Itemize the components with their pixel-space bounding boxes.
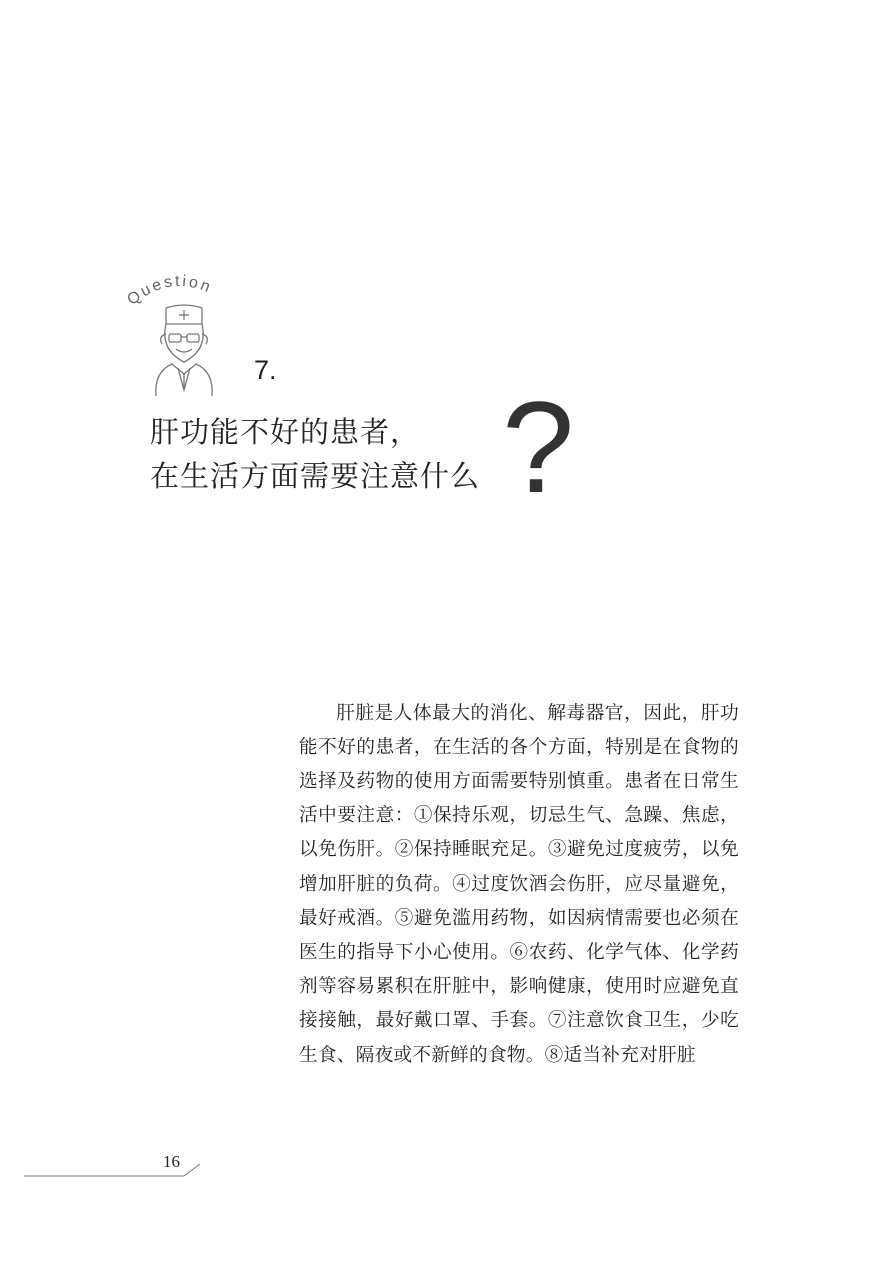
page-number: 16 — [163, 1152, 180, 1171]
doctor-icon — [146, 300, 222, 396]
question-title-line2: 在生活方面需要注意什么 — [150, 459, 481, 493]
page-number-rule — [24, 1156, 224, 1186]
question-word: Question — [124, 272, 215, 309]
body-paragraph: 肝脏是人体最大的消化、解毒器官，因此，肝功能不好的患者，在生活的各个方面，特别是在食物的选择及药物的使用方面需要特别慎重。患者在日常生活中要注意：①保持乐观，切忌生气、急躁、焦虑，以免伤肝。②保持睡眠充足。③避免过度疲劳，以免增加肝脏的负荷。④过度饮酒会伤肝，应尽量避免，最好戒酒。⑤避免滥用药物，如因病情需要也必须在医生的指导下小心使用。⑥农药、化学气体、化学药剂等容易累积在肝脏中，影响健康，使用时应避免直接接触，最好戴口罩、手套。⑦注意饮食卫生，少吃生食、隔夜或不新鲜的食物。⑧适当补充对肝脏 — [299, 702, 739, 1066]
question-number: 7. — [254, 355, 277, 385]
question-title — [150, 410, 480, 498]
question-title-line1: 肝功能不好的患者， — [150, 415, 421, 449]
question-mark-glyph: ? — [502, 374, 575, 520]
